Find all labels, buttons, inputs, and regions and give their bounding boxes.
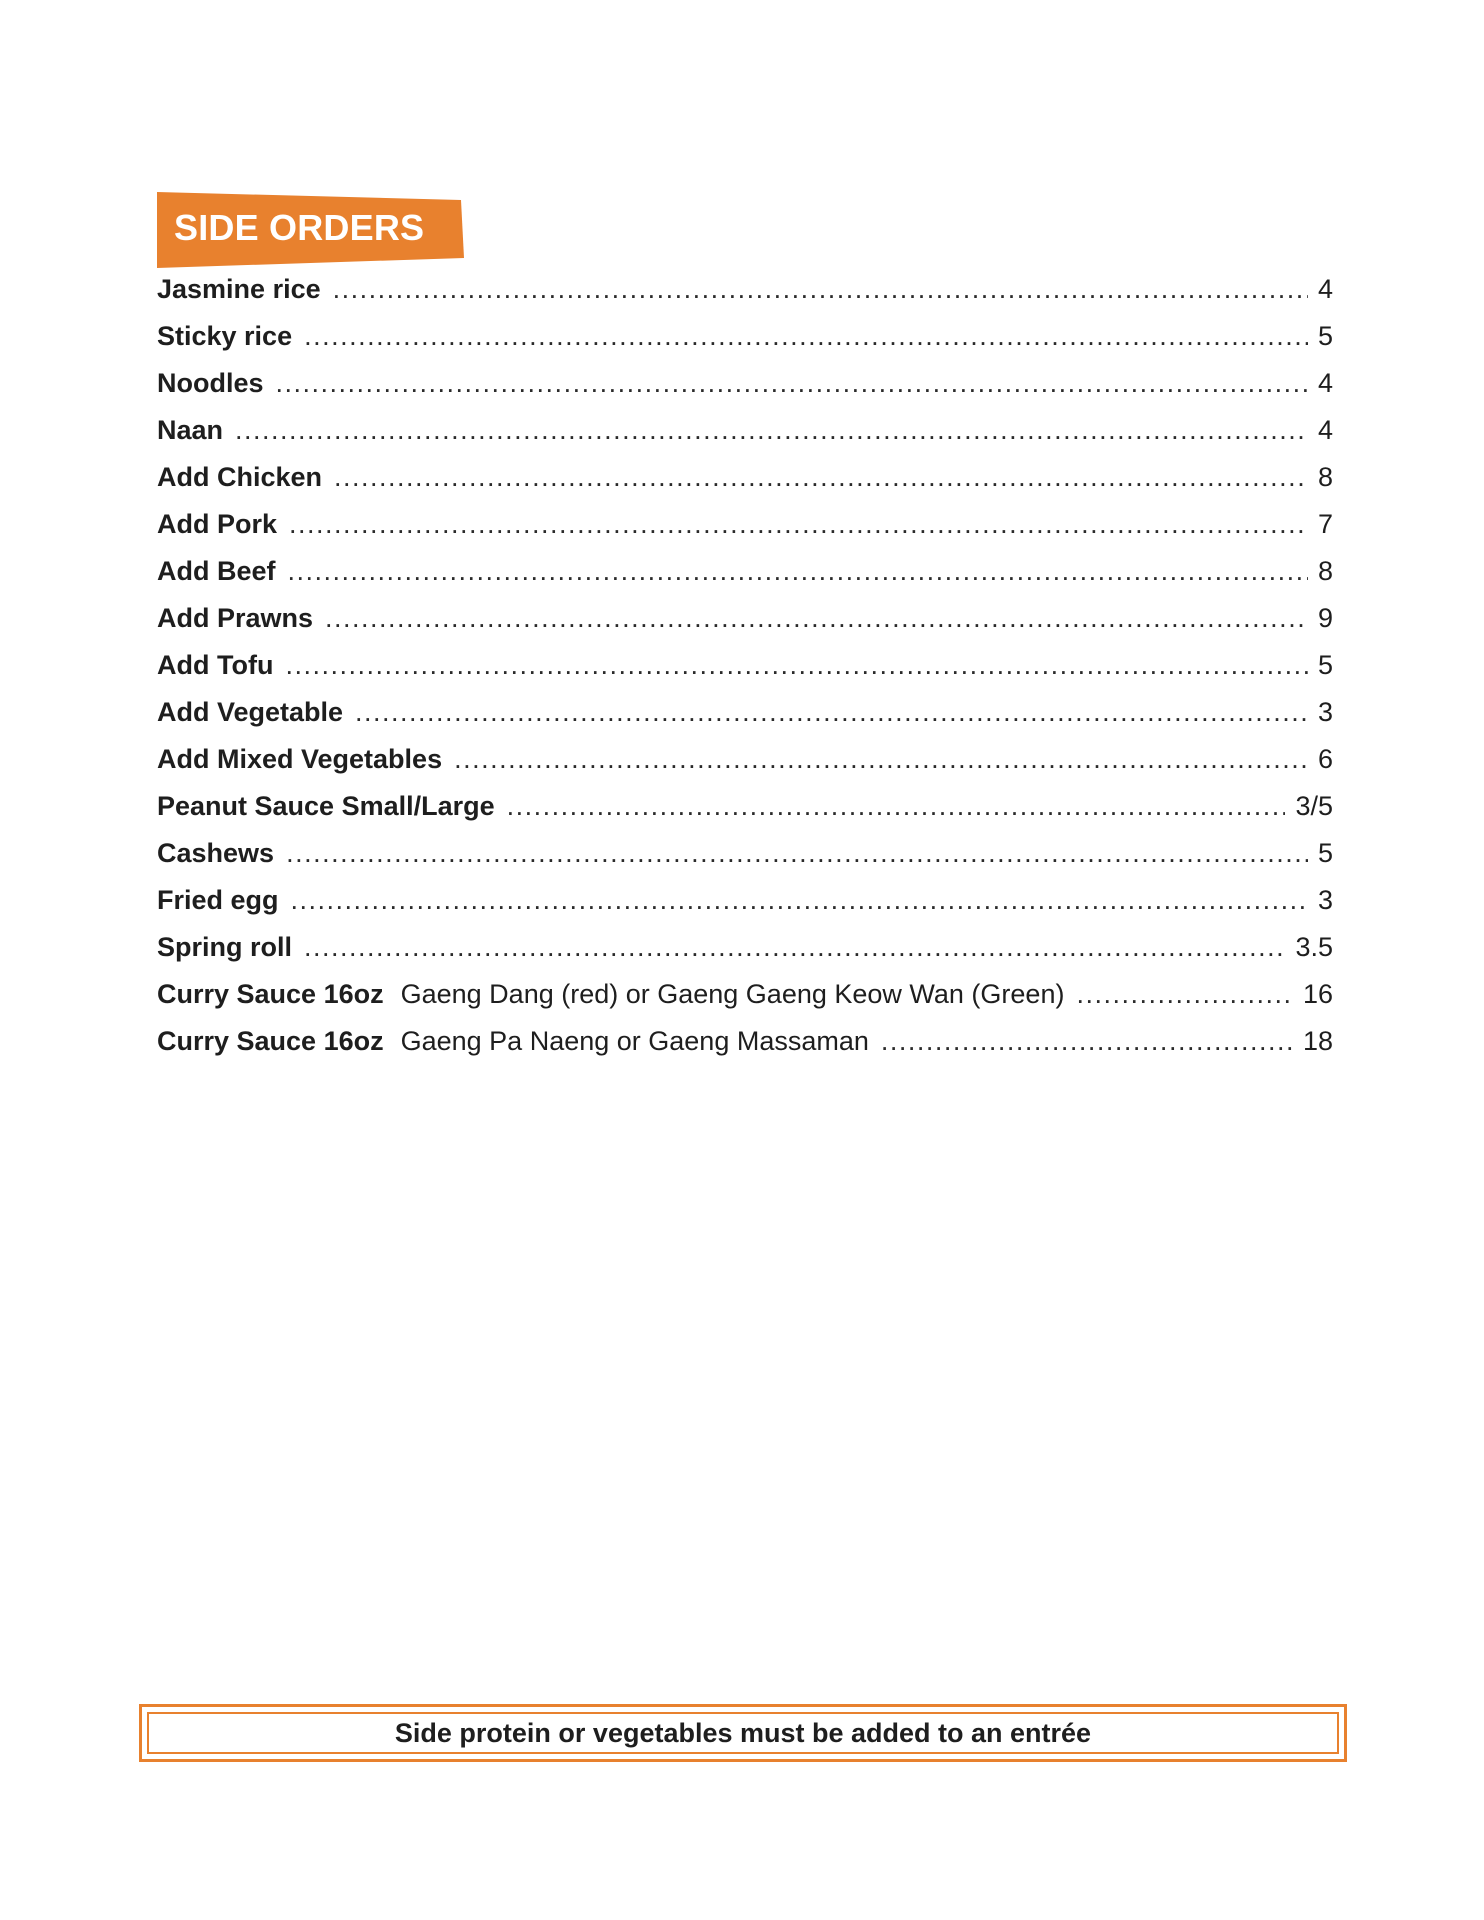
menu-item-name: Curry Sauce 16oz xyxy=(157,979,384,1009)
menu-item-price: 8 xyxy=(1317,556,1333,586)
menu-item-price: 7 xyxy=(1317,509,1333,539)
menu-item-price: 5 xyxy=(1317,321,1333,351)
menu-item-name: Add Chicken xyxy=(157,462,323,492)
dot-leader xyxy=(325,595,1308,642)
menu-item-name: Add Tofu xyxy=(157,650,274,680)
dot-leader xyxy=(333,266,1308,313)
dot-leader xyxy=(355,689,1308,736)
menu-item xyxy=(157,595,1333,642)
dot-leader xyxy=(288,548,1308,595)
menu-item-name: Curry Sauce 16oz xyxy=(157,1026,384,1056)
dot-leader xyxy=(276,360,1308,407)
menu-item-price: 16 xyxy=(1302,979,1333,1009)
menu-item xyxy=(157,736,1333,783)
menu-item-name: Noodles xyxy=(157,368,264,398)
menu-item xyxy=(157,360,1333,407)
menu-item xyxy=(157,501,1333,548)
menu-item-description: Gaeng Dang (red) or Gaeng Gaeng Keow Wan (Green) xyxy=(400,979,1065,1009)
menu-item-price: 4 xyxy=(1317,368,1333,398)
menu-item-price: 3.5 xyxy=(1295,932,1333,962)
menu-item-price: 9 xyxy=(1317,603,1333,633)
menu-item xyxy=(157,971,1333,1018)
menu-item-name: Fried egg xyxy=(157,885,279,915)
menu-item-name: Add Mixed Vegetables xyxy=(157,744,443,774)
section-title: SIDE ORDERS xyxy=(174,207,425,248)
menu-item-price: 8 xyxy=(1317,462,1333,492)
menu-item-name: Add Beef xyxy=(157,556,276,586)
menu-item-name: Cashews xyxy=(157,838,275,868)
menu-item xyxy=(157,313,1333,360)
menu-item-name: Add Prawns xyxy=(157,603,314,633)
menu-item-price: 3/5 xyxy=(1295,791,1333,821)
menu-item-name: Spring roll xyxy=(157,932,292,962)
menu-item-price: 6 xyxy=(1317,744,1333,774)
menu-item xyxy=(157,1018,1333,1065)
notice-text: Side protein or vegetables must be added to an entrée xyxy=(394,1717,1092,1748)
menu-item-price: 4 xyxy=(1317,415,1333,445)
dot-leader xyxy=(304,313,1308,360)
notice-box xyxy=(139,1704,1347,1762)
menu-item-name: Jasmine rice xyxy=(157,274,321,304)
dot-leader xyxy=(235,407,1308,454)
dot-leader xyxy=(454,736,1308,783)
menu-item xyxy=(157,877,1333,924)
menu-item xyxy=(157,689,1333,736)
menu-item xyxy=(157,266,1333,313)
side-orders-list xyxy=(157,266,1333,1065)
menu-item-price: 5 xyxy=(1317,650,1333,680)
dot-leader xyxy=(291,877,1308,924)
menu-item-price: 5 xyxy=(1317,838,1333,868)
dot-leader xyxy=(304,924,1285,971)
menu-item-name: Add Pork xyxy=(157,509,278,539)
menu-item-price: 3 xyxy=(1317,885,1333,915)
menu-item xyxy=(157,830,1333,877)
menu-item xyxy=(157,783,1333,830)
dot-leader xyxy=(289,501,1308,548)
dot-leader xyxy=(881,1018,1293,1065)
menu-item-name: Peanut Sauce Small/Large xyxy=(157,791,495,821)
menu-item-price: 4 xyxy=(1317,274,1333,304)
menu-item-description: Gaeng Pa Naeng or Gaeng Massaman xyxy=(400,1026,869,1056)
menu-item-price: 3 xyxy=(1317,697,1333,727)
menu-item-price: 18 xyxy=(1302,1026,1333,1056)
dot-leader xyxy=(1076,971,1292,1018)
dot-leader xyxy=(334,454,1308,501)
menu-item-name: Add Vegetable xyxy=(157,697,344,727)
menu-item xyxy=(157,407,1333,454)
section-header xyxy=(157,192,464,268)
menu-item xyxy=(157,924,1333,971)
dot-leader xyxy=(286,830,1308,877)
notice-inner-border xyxy=(147,1712,1339,1754)
menu-item-name: Naan xyxy=(157,415,224,445)
menu-item xyxy=(157,548,1333,595)
dot-leader xyxy=(285,642,1308,689)
menu-item-name: Sticky rice xyxy=(157,321,293,351)
dot-leader xyxy=(507,783,1286,830)
menu-item xyxy=(157,642,1333,689)
menu-item xyxy=(157,454,1333,501)
